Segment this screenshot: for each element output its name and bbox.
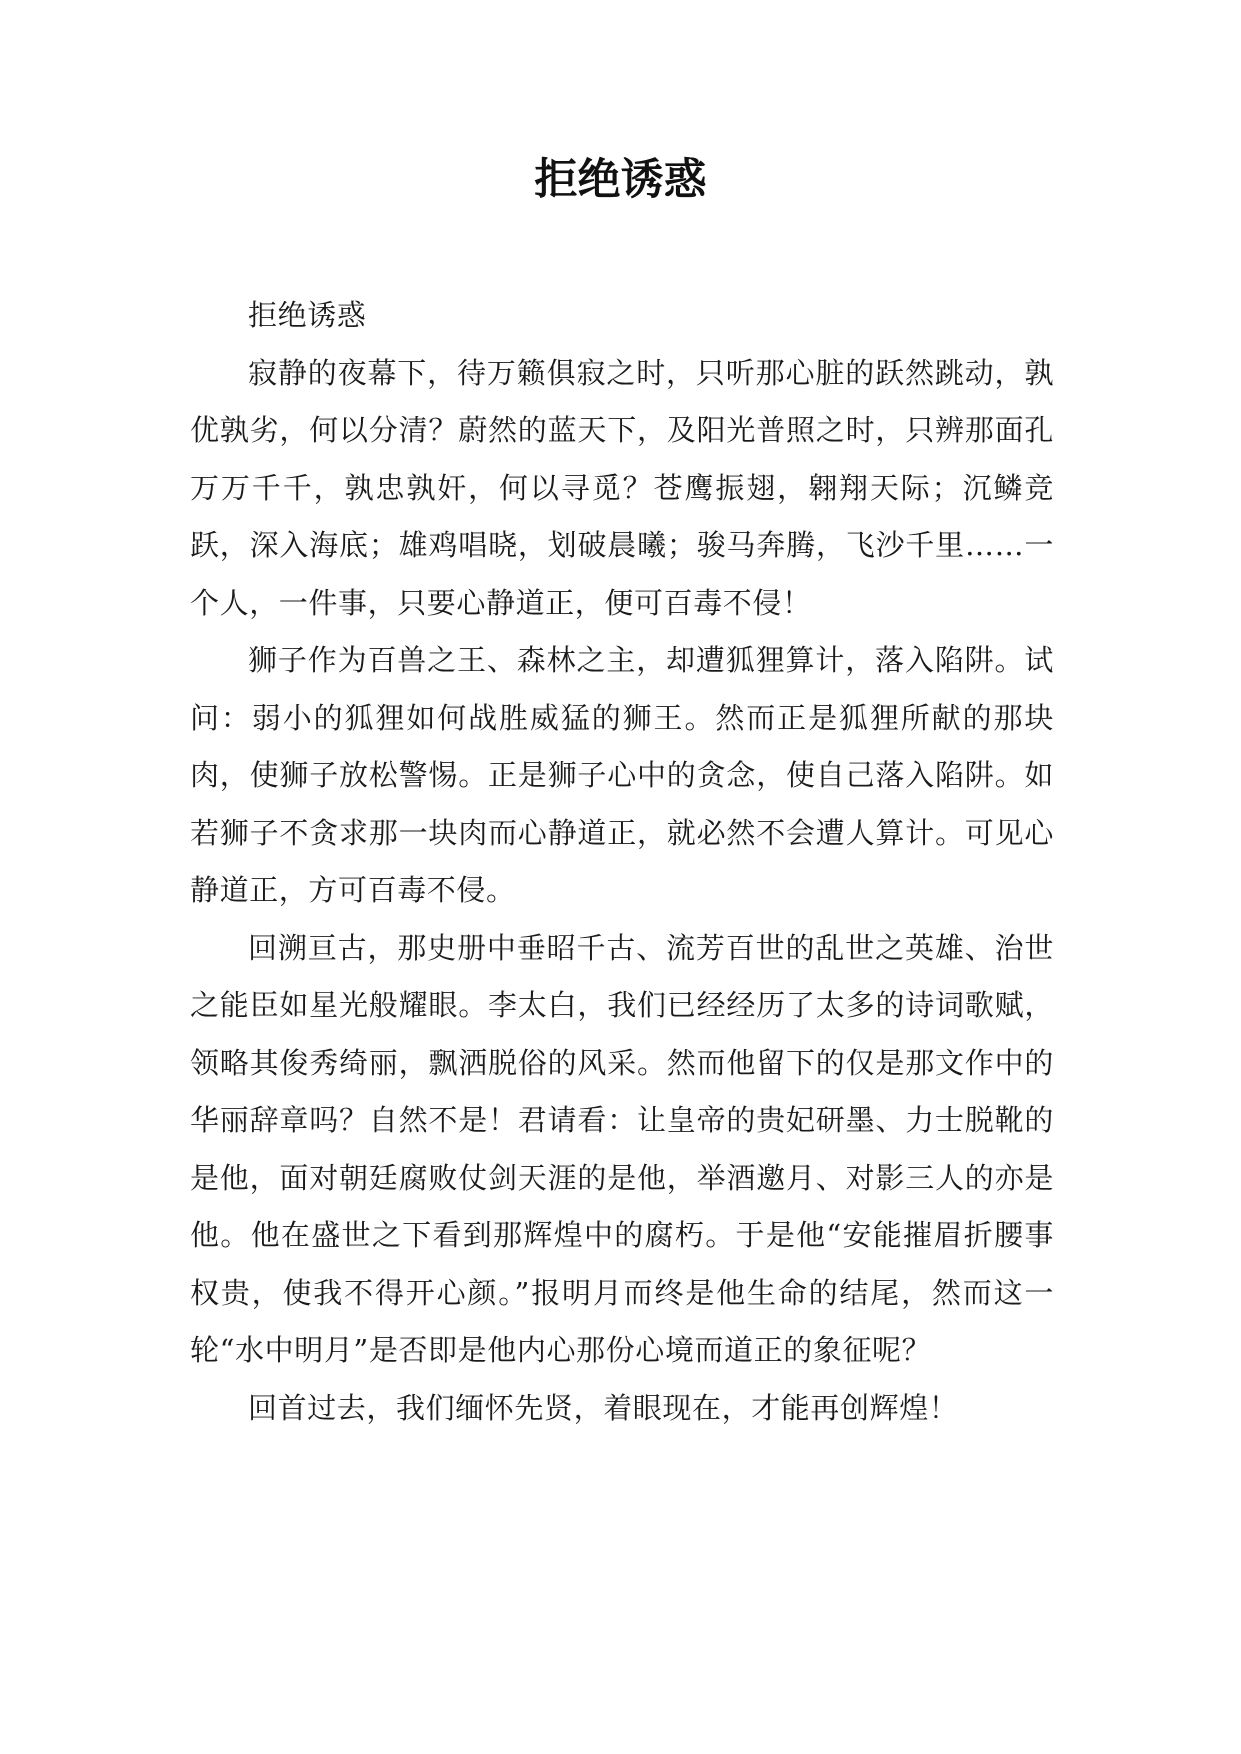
paragraph-subtitle: 拒绝诱惑 — [248, 298, 367, 332]
paragraph-2: 狮子作为百兽之王、森林之主，却遭狐狸算计，落入陷阱。试问：弱小的狐狸如何战胜威猛的狮王。然而正是狐狸所献的那块肉，使狮子放松警惕。正是狮子心中的贪念，使自己落入陷阱。如若狮子不贪求那一块肉而心静道正，就必然不会遭人算计。可见心静道正，方可百毒不侵。 — [190, 643, 1054, 907]
paragraph-3: 回溯亘古，那史册中垂昭千古、流芳百世的乱世之英雄、治世之能臣如星光般耀眼。李太白，我们已经经历了太多的诗词歌赋，领略其俊秀绮丽，飘洒脱俗的风采。然而他留下的仅是那文作中的华丽辞章吗？自然不是！君请看：让皇帝的贵妃研墨、力士脱靴的是他，面对朝廷腐败仗剑天涯的是他，举酒邀月、对影三人的亦是他。他在盛世之下看到那辉煌中的腐朽。于是他“安能摧眉折腰事权贵，使我不得开心颜。”报明月而终是他生命的结尾，然而这一轮“水中明月”是否即是他内心那份心境而道正的象征呢？ — [190, 930, 1054, 1367]
document-title: 拒绝诱惑 — [534, 155, 707, 205]
document-body — [190, 287, 1054, 1437]
paragraph-1: 寂静的夜幕下，待万籁俱寂之时，只听那心脏的跃然跳动，孰优孰劣，何以分清？蔚然的蓝天下，及阳光普照之时，只辨那面孔万万千千，孰忠孰奸，何以寻觅？苍鹰振翅，翱翔天际；沉鳞竞跃，深入海底；雄鸡唱晓，划破晨曦；骏马奔腾，飞沙千里……一个人，一件事，只要心静道正，便可百毒不侵！ — [190, 355, 1054, 620]
paragraph-4: 回首过去，我们缅怀先贤，着眼现在，才能再创辉煌！ — [248, 1390, 959, 1425]
